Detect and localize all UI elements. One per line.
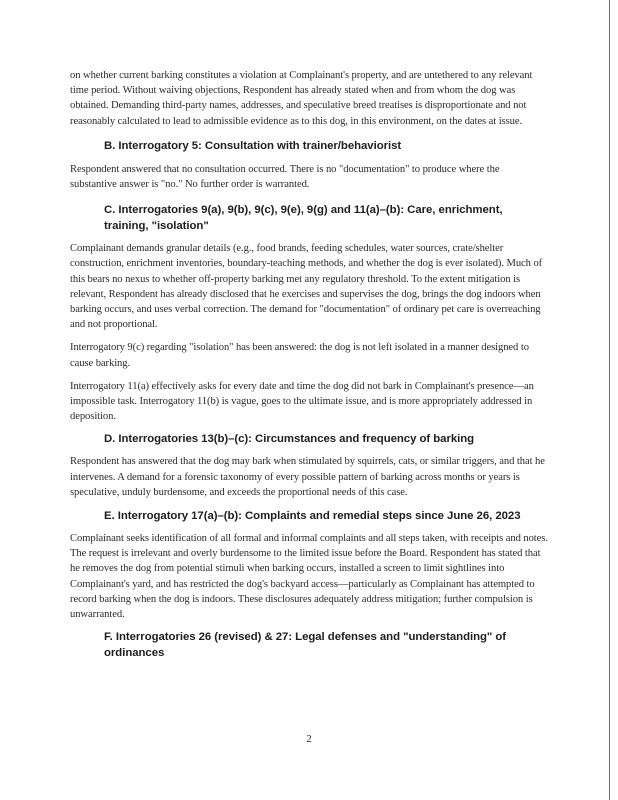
section-f-heading: F. Interrogatories 26 (revised) & 27: Legal defenses and "understanding" of ordinances: [104, 631, 507, 660]
page-edge-line: [609, 0, 610, 800]
section-b-paragraph: Respondent answered that no consultation occurred. There is no "documentation" to produce where the substantive answer is "no." No further order is warranted.: [70, 163, 500, 191]
section-d-paragraph: Respondent has answered that the dog may bark when stimulated by squirrels, cats, or similar triggers, and that he intervenes. A demand for a forensic taxonomy of every possible pattern of barking across months or years is speculative, unduly burdensome, and exceeds the proportional needs of this case.: [70, 456, 545, 498]
section-e-heading: E. Interrogatory 17(a)–(b): Complaints and remedial steps since June 26, 2023: [104, 510, 521, 523]
section-c-paragraph-1: Complainant demands granular details (e.g., food brands, feeding schedules, water sources, crate/shelter construction, enrichment inventories, boundary-teaching methods, and whether the dog is ever isolated). Much of this bears no nexus to whether off-property barking met any regulatory threshold. To the extent mitigation is relevant, Respondent has already disclosed that he exercises and supervises the dog, brings the dog indoors when barking occurs, and uses verbal correction. The demand for "documentation" of ordinary pet care is overreaching and not proportional.: [70, 243, 543, 331]
intro-paragraph: on whether current barking constitutes a violation at Complainant's property, and are untethered to any relevant time period. Without waiving objections, Respondent has already stated when and from whom the dog was obtained. Demanding third-party names, addresses, and speculative breed treatises is disproportionate and not reasonably calculated to lead to admissible evidence as to this dog, in this environment, on the dates at issue.: [70, 70, 533, 127]
section-c-paragraph-3: Interrogatory 11(a) effectively asks for every date and time the dog did not bark in Complainant's presence—an impossible task. Interrogatory 11(b) is vague, goes to the ultimate issue, and is more appropriately addressed in deposition.: [70, 380, 534, 423]
section-c-heading: C. Interrogatories 9(a), 9(b), 9(c), 9(e), 9(g) and 11(a)–(b): Care, enrichment, training, "isolation": [104, 204, 503, 233]
section-b-heading: B. Interrogatory 5: Consultation with trainer/behaviorist: [104, 139, 402, 152]
section-d-heading: D. Interrogatories 13(b)–(c): Circumstances and frequency of barking: [104, 433, 475, 446]
section-e-paragraph: Complainant seeks identification of all formal and informal complaints and all steps taken, with receipts and notes. The request is irrelevant and overly burdensome to the limited issue before the Board. Respondent has stated that he removes the dog from potential stimuli when barking occurs, installed a screen to limit sightlines into Complainant's yard, and has restricted the dog's backyard access—particularly as Complainant has attempted to record barking when the dog is indoors. These disclosures adequately address mitigation; further compulsion is unwarranted.: [70, 533, 548, 621]
page-body: [70, 68, 548, 661]
section-c-paragraph-2: Interrogatory 9(c) regarding "isolation" has been answered: the dog is not left isolated in a manner designed to cause barking.: [70, 342, 529, 369]
page-number: 2: [306, 733, 312, 745]
